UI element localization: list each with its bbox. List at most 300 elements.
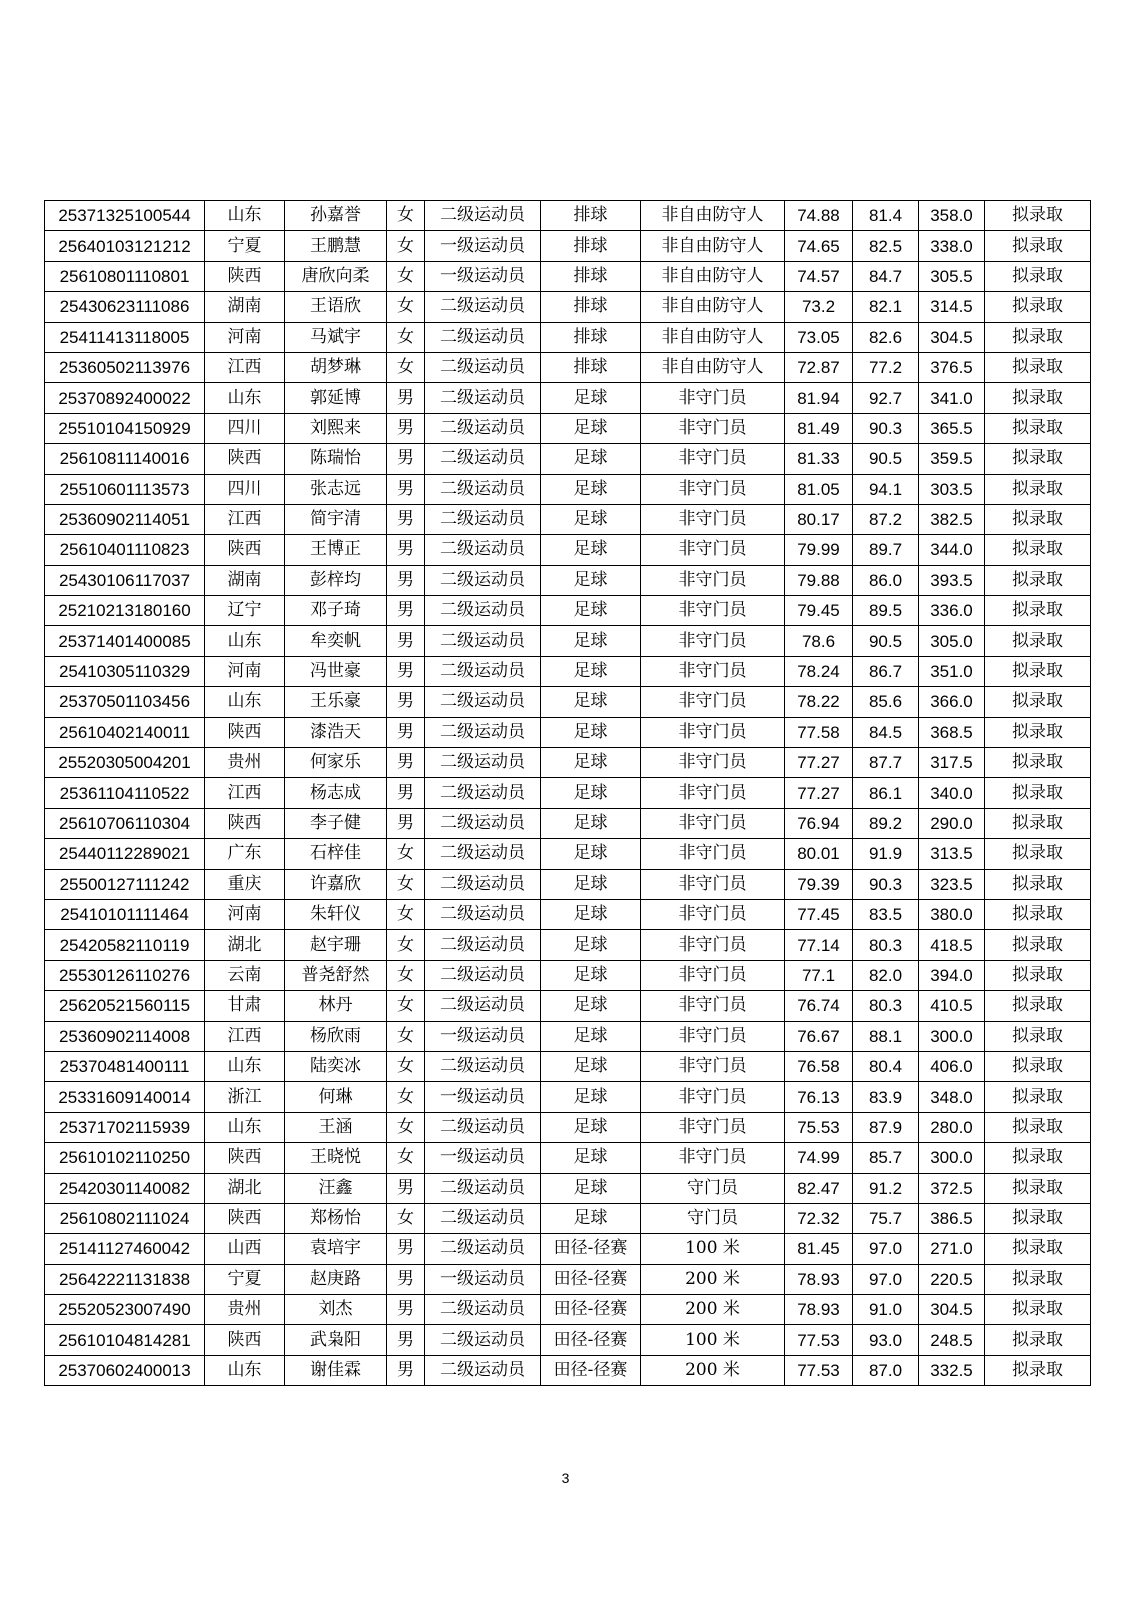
- event-cell: 非守门员: [641, 1082, 785, 1112]
- exam-score-cell: 314.5: [919, 292, 985, 322]
- province-cell: 山西: [205, 1234, 285, 1264]
- score-cell: 82.47: [785, 1173, 853, 1203]
- athlete-level-cell: 二级运动员: [425, 383, 541, 413]
- exam-score-cell: 382.5: [919, 504, 985, 534]
- province-cell: 贵州: [205, 1295, 285, 1325]
- test-score-cell: 87.2: [853, 504, 919, 534]
- event-cell: 非自由防守人: [641, 352, 785, 382]
- table-row: [45, 991, 1091, 1021]
- table-row: [45, 474, 1091, 504]
- sport-cell: 足球: [541, 474, 641, 504]
- status-cell: 拟录取: [985, 383, 1091, 413]
- name-cell: 马斌宇: [285, 322, 387, 352]
- exam-id-cell: 25430623111086: [45, 292, 205, 322]
- score-cell: 76.58: [785, 1051, 853, 1081]
- test-score-cell: 82.0: [853, 960, 919, 990]
- table-row: [45, 808, 1091, 838]
- athlete-level-cell: 二级运动员: [425, 687, 541, 717]
- province-cell: 湖南: [205, 292, 285, 322]
- table-row: [45, 748, 1091, 778]
- score-cell: 77.58: [785, 717, 853, 747]
- event-cell: 非守门员: [641, 656, 785, 686]
- name-cell: 郭延博: [285, 383, 387, 413]
- table-row: [45, 1203, 1091, 1233]
- exam-id-cell: 25370892400022: [45, 383, 205, 413]
- status-cell: 拟录取: [985, 1203, 1091, 1233]
- status-cell: 拟录取: [985, 261, 1091, 291]
- exam-score-cell: 220.5: [919, 1264, 985, 1294]
- table-row: [45, 352, 1091, 382]
- status-cell: 拟录取: [985, 748, 1091, 778]
- exam-id-cell: 25420582110119: [45, 930, 205, 960]
- exam-id-cell: 25510104150929: [45, 413, 205, 443]
- name-cell: 石梓佳: [285, 839, 387, 869]
- exam-id-cell: 25440112289021: [45, 839, 205, 869]
- table-row: [45, 1051, 1091, 1081]
- exam-score-cell: 332.5: [919, 1355, 985, 1385]
- status-cell: 拟录取: [985, 687, 1091, 717]
- test-score-cell: 87.9: [853, 1112, 919, 1142]
- gender-cell: 女: [387, 991, 425, 1021]
- test-score-cell: 80.4: [853, 1051, 919, 1081]
- exam-id-cell: 25500127111242: [45, 869, 205, 899]
- athlete-level-cell: 二级运动员: [425, 1203, 541, 1233]
- score-cell: 76.94: [785, 808, 853, 838]
- table-row: [45, 383, 1091, 413]
- test-score-cell: 91.0: [853, 1295, 919, 1325]
- event-cell: 非守门员: [641, 1021, 785, 1051]
- exam-score-cell: 300.0: [919, 1143, 985, 1173]
- name-cell: 普尧舒然: [285, 960, 387, 990]
- name-cell: 漆浩天: [285, 717, 387, 747]
- gender-cell: 男: [387, 1264, 425, 1294]
- province-cell: 湖北: [205, 1173, 285, 1203]
- name-cell: 赵庚路: [285, 1264, 387, 1294]
- sport-cell: 足球: [541, 413, 641, 443]
- exam-id-cell: 25610102110250: [45, 1143, 205, 1173]
- table-row: [45, 1355, 1091, 1385]
- athlete-level-cell: 二级运动员: [425, 1355, 541, 1385]
- name-cell: 王涵: [285, 1112, 387, 1142]
- gender-cell: 男: [387, 504, 425, 534]
- status-cell: 拟录取: [985, 474, 1091, 504]
- test-score-cell: 97.0: [853, 1234, 919, 1264]
- sport-cell: 足球: [541, 535, 641, 565]
- gender-cell: 男: [387, 808, 425, 838]
- event-cell: 非自由防守人: [641, 201, 785, 231]
- admission-table: [44, 200, 1091, 1386]
- name-cell: 孙嘉誉: [285, 201, 387, 231]
- gender-cell: 女: [387, 839, 425, 869]
- exam-score-cell: 280.0: [919, 1112, 985, 1142]
- athlete-level-cell: 一级运动员: [425, 1143, 541, 1173]
- athlete-level-cell: 二级运动员: [425, 626, 541, 656]
- exam-id-cell: 25640103121212: [45, 231, 205, 261]
- exam-id-cell: 25620521560115: [45, 991, 205, 1021]
- exam-id-cell: 25411413118005: [45, 322, 205, 352]
- table-row: [45, 656, 1091, 686]
- status-cell: 拟录取: [985, 231, 1091, 261]
- exam-id-cell: 25360902114008: [45, 1021, 205, 1051]
- province-cell: 山东: [205, 1355, 285, 1385]
- score-cell: 77.14: [785, 930, 853, 960]
- event-cell: 非守门员: [641, 504, 785, 534]
- exam-score-cell: 290.0: [919, 808, 985, 838]
- exam-score-cell: 341.0: [919, 383, 985, 413]
- score-cell: 76.13: [785, 1082, 853, 1112]
- sport-cell: 排球: [541, 231, 641, 261]
- province-cell: 陕西: [205, 1325, 285, 1355]
- exam-score-cell: 338.0: [919, 231, 985, 261]
- test-score-cell: 90.3: [853, 413, 919, 443]
- province-cell: 宁夏: [205, 231, 285, 261]
- sport-cell: 足球: [541, 656, 641, 686]
- status-cell: 拟录取: [985, 413, 1091, 443]
- gender-cell: 男: [387, 535, 425, 565]
- event-cell: 200 米: [641, 1264, 785, 1294]
- gender-cell: 女: [387, 899, 425, 929]
- athlete-level-cell: 二级运动员: [425, 322, 541, 352]
- sport-cell: 排球: [541, 322, 641, 352]
- sport-cell: 足球: [541, 596, 641, 626]
- athlete-level-cell: 二级运动员: [425, 960, 541, 990]
- status-cell: 拟录取: [985, 596, 1091, 626]
- exam-score-cell: 366.0: [919, 687, 985, 717]
- sport-cell: 足球: [541, 1021, 641, 1051]
- gender-cell: 女: [387, 201, 425, 231]
- province-cell: 陕西: [205, 808, 285, 838]
- gender-cell: 女: [387, 1021, 425, 1051]
- exam-id-cell: 25370481400111: [45, 1051, 205, 1081]
- table-row: [45, 1173, 1091, 1203]
- name-cell: 陈瑞怡: [285, 444, 387, 474]
- score-cell: 75.53: [785, 1112, 853, 1142]
- athlete-level-cell: 二级运动员: [425, 1234, 541, 1264]
- event-cell: 非守门员: [641, 808, 785, 838]
- athlete-level-cell: 二级运动员: [425, 656, 541, 686]
- exam-score-cell: 410.5: [919, 991, 985, 1021]
- status-cell: 拟录取: [985, 444, 1091, 474]
- athlete-level-cell: 二级运动员: [425, 1173, 541, 1203]
- exam-score-cell: 351.0: [919, 656, 985, 686]
- score-cell: 77.45: [785, 899, 853, 929]
- event-cell: 非守门员: [641, 626, 785, 656]
- test-score-cell: 75.7: [853, 1203, 919, 1233]
- test-score-cell: 89.5: [853, 596, 919, 626]
- status-cell: 拟录取: [985, 322, 1091, 352]
- table-row: [45, 1325, 1091, 1355]
- province-cell: 云南: [205, 960, 285, 990]
- table-row: [45, 1264, 1091, 1294]
- status-cell: 拟录取: [985, 292, 1091, 322]
- name-cell: 刘熙来: [285, 413, 387, 443]
- province-cell: 陕西: [205, 444, 285, 474]
- exam-id-cell: 25331609140014: [45, 1082, 205, 1112]
- gender-cell: 女: [387, 322, 425, 352]
- exam-score-cell: 317.5: [919, 748, 985, 778]
- sport-cell: 足球: [541, 1112, 641, 1142]
- name-cell: 杨欣雨: [285, 1021, 387, 1051]
- province-cell: 陕西: [205, 535, 285, 565]
- province-cell: 陕西: [205, 717, 285, 747]
- gender-cell: 女: [387, 1112, 425, 1142]
- sport-cell: 田径-径赛: [541, 1295, 641, 1325]
- status-cell: 拟录取: [985, 565, 1091, 595]
- province-cell: 辽宁: [205, 596, 285, 626]
- event-cell: 非守门员: [641, 839, 785, 869]
- province-cell: 山东: [205, 201, 285, 231]
- name-cell: 张志远: [285, 474, 387, 504]
- gender-cell: 男: [387, 383, 425, 413]
- gender-cell: 女: [387, 960, 425, 990]
- exam-score-cell: 348.0: [919, 1082, 985, 1112]
- province-cell: 湖北: [205, 930, 285, 960]
- score-cell: 76.67: [785, 1021, 853, 1051]
- event-cell: 非守门员: [641, 748, 785, 778]
- status-cell: 拟录取: [985, 960, 1091, 990]
- exam-id-cell: 25610402140011: [45, 717, 205, 747]
- event-cell: 非守门员: [641, 383, 785, 413]
- name-cell: 彭梓均: [285, 565, 387, 595]
- sport-cell: 足球: [541, 717, 641, 747]
- event-cell: 非守门员: [641, 930, 785, 960]
- status-cell: 拟录取: [985, 808, 1091, 838]
- athlete-level-cell: 二级运动员: [425, 1112, 541, 1142]
- event-cell: 非守门员: [641, 991, 785, 1021]
- exam-id-cell: 25610401110823: [45, 535, 205, 565]
- test-score-cell: 86.7: [853, 656, 919, 686]
- status-cell: 拟录取: [985, 869, 1091, 899]
- status-cell: 拟录取: [985, 1295, 1091, 1325]
- status-cell: 拟录取: [985, 930, 1091, 960]
- test-score-cell: 83.5: [853, 899, 919, 929]
- score-cell: 77.27: [785, 778, 853, 808]
- sport-cell: 田径-径赛: [541, 1264, 641, 1294]
- name-cell: 汪鑫: [285, 1173, 387, 1203]
- event-cell: 非自由防守人: [641, 261, 785, 291]
- exam-score-cell: 304.5: [919, 1295, 985, 1325]
- province-cell: 江西: [205, 1021, 285, 1051]
- exam-id-cell: 25360902114051: [45, 504, 205, 534]
- score-cell: 79.39: [785, 869, 853, 899]
- province-cell: 江西: [205, 778, 285, 808]
- province-cell: 四川: [205, 474, 285, 504]
- status-cell: 拟录取: [985, 991, 1091, 1021]
- status-cell: 拟录取: [985, 839, 1091, 869]
- table-row: [45, 687, 1091, 717]
- athlete-level-cell: 一级运动员: [425, 1021, 541, 1051]
- test-score-cell: 87.7: [853, 748, 919, 778]
- table-row: [45, 1295, 1091, 1325]
- score-cell: 81.94: [785, 383, 853, 413]
- event-cell: 非守门员: [641, 413, 785, 443]
- athlete-level-cell: 一级运动员: [425, 231, 541, 261]
- exam-id-cell: 25360502113976: [45, 352, 205, 382]
- athlete-level-cell: 一级运动员: [425, 1264, 541, 1294]
- gender-cell: 女: [387, 930, 425, 960]
- sport-cell: 足球: [541, 1143, 641, 1173]
- name-cell: 杨志成: [285, 778, 387, 808]
- name-cell: 郑杨怡: [285, 1203, 387, 1233]
- table-row: [45, 201, 1091, 231]
- exam-score-cell: 323.5: [919, 869, 985, 899]
- score-cell: 80.01: [785, 839, 853, 869]
- gender-cell: 女: [387, 231, 425, 261]
- status-cell: 拟录取: [985, 1143, 1091, 1173]
- table-row: [45, 565, 1091, 595]
- athlete-level-cell: 二级运动员: [425, 504, 541, 534]
- table-row: [45, 413, 1091, 443]
- name-cell: 何家乐: [285, 748, 387, 778]
- test-score-cell: 82.6: [853, 322, 919, 352]
- status-cell: 拟录取: [985, 656, 1091, 686]
- gender-cell: 男: [387, 596, 425, 626]
- status-cell: 拟录取: [985, 1355, 1091, 1385]
- sport-cell: 足球: [541, 808, 641, 838]
- sport-cell: 足球: [541, 930, 641, 960]
- score-cell: 79.88: [785, 565, 853, 595]
- status-cell: 拟录取: [985, 1264, 1091, 1294]
- exam-score-cell: 340.0: [919, 778, 985, 808]
- sport-cell: 排球: [541, 292, 641, 322]
- exam-score-cell: 380.0: [919, 899, 985, 929]
- province-cell: 山东: [205, 626, 285, 656]
- table-row: [45, 930, 1091, 960]
- gender-cell: 男: [387, 778, 425, 808]
- table-row: [45, 1143, 1091, 1173]
- athlete-level-cell: 二级运动员: [425, 596, 541, 626]
- sport-cell: 足球: [541, 626, 641, 656]
- table-row: [45, 960, 1091, 990]
- exam-score-cell: 365.5: [919, 413, 985, 443]
- province-cell: 陕西: [205, 1143, 285, 1173]
- exam-score-cell: 393.5: [919, 565, 985, 595]
- exam-id-cell: 25141127460042: [45, 1234, 205, 1264]
- table-row: [45, 717, 1091, 747]
- province-cell: 浙江: [205, 1082, 285, 1112]
- table-row: [45, 322, 1091, 352]
- gender-cell: 女: [387, 352, 425, 382]
- exam-score-cell: 344.0: [919, 535, 985, 565]
- test-score-cell: 82.1: [853, 292, 919, 322]
- gender-cell: 男: [387, 1173, 425, 1203]
- exam-score-cell: 386.5: [919, 1203, 985, 1233]
- table-row: [45, 1082, 1091, 1112]
- name-cell: 王博正: [285, 535, 387, 565]
- exam-score-cell: 271.0: [919, 1234, 985, 1264]
- score-cell: 78.93: [785, 1295, 853, 1325]
- sport-cell: 足球: [541, 565, 641, 595]
- event-cell: 非自由防守人: [641, 322, 785, 352]
- table-row: [45, 535, 1091, 565]
- exam-id-cell: 25420301140082: [45, 1173, 205, 1203]
- test-score-cell: 84.7: [853, 261, 919, 291]
- exam-id-cell: 25361104110522: [45, 778, 205, 808]
- score-cell: 79.45: [785, 596, 853, 626]
- gender-cell: 男: [387, 1295, 425, 1325]
- score-cell: 74.99: [785, 1143, 853, 1173]
- event-cell: 非守门员: [641, 869, 785, 899]
- status-cell: 拟录取: [985, 1082, 1091, 1112]
- name-cell: 王乐豪: [285, 687, 387, 717]
- test-score-cell: 81.4: [853, 201, 919, 231]
- athlete-level-cell: 二级运动员: [425, 869, 541, 899]
- gender-cell: 男: [387, 656, 425, 686]
- test-score-cell: 80.3: [853, 991, 919, 1021]
- gender-cell: 女: [387, 1203, 425, 1233]
- status-cell: 拟录取: [985, 1051, 1091, 1081]
- table-row: [45, 261, 1091, 291]
- sport-cell: 足球: [541, 778, 641, 808]
- test-score-cell: 83.9: [853, 1082, 919, 1112]
- score-cell: 74.57: [785, 261, 853, 291]
- sport-cell: 排球: [541, 352, 641, 382]
- status-cell: 拟录取: [985, 1112, 1091, 1142]
- score-cell: 74.65: [785, 231, 853, 261]
- event-cell: 非守门员: [641, 1112, 785, 1142]
- name-cell: 赵宇珊: [285, 930, 387, 960]
- gender-cell: 男: [387, 444, 425, 474]
- sport-cell: 足球: [541, 1173, 641, 1203]
- sport-cell: 足球: [541, 839, 641, 869]
- status-cell: 拟录取: [985, 717, 1091, 747]
- event-cell: 200 米: [641, 1295, 785, 1325]
- athlete-level-cell: 二级运动员: [425, 778, 541, 808]
- athlete-level-cell: 一级运动员: [425, 261, 541, 291]
- athlete-level-cell: 二级运动员: [425, 474, 541, 504]
- test-score-cell: 91.9: [853, 839, 919, 869]
- test-score-cell: 90.3: [853, 869, 919, 899]
- gender-cell: 男: [387, 474, 425, 504]
- gender-cell: 男: [387, 565, 425, 595]
- score-cell: 78.22: [785, 687, 853, 717]
- name-cell: 邓子琦: [285, 596, 387, 626]
- exam-id-cell: 25610802111024: [45, 1203, 205, 1233]
- province-cell: 江西: [205, 504, 285, 534]
- name-cell: 王鹏慧: [285, 231, 387, 261]
- name-cell: 王晓悦: [285, 1143, 387, 1173]
- score-cell: 74.88: [785, 201, 853, 231]
- status-cell: 拟录取: [985, 201, 1091, 231]
- athlete-level-cell: 二级运动员: [425, 413, 541, 443]
- score-cell: 79.99: [785, 535, 853, 565]
- gender-cell: 男: [387, 1234, 425, 1264]
- event-cell: 非自由防守人: [641, 292, 785, 322]
- athlete-level-cell: 二级运动员: [425, 1325, 541, 1355]
- athlete-level-cell: 二级运动员: [425, 717, 541, 747]
- event-cell: 非守门员: [641, 778, 785, 808]
- status-cell: 拟录取: [985, 899, 1091, 929]
- sport-cell: 足球: [541, 899, 641, 929]
- status-cell: 拟录取: [985, 626, 1091, 656]
- test-score-cell: 82.5: [853, 231, 919, 261]
- athlete-level-cell: 二级运动员: [425, 839, 541, 869]
- name-cell: 武枭阳: [285, 1325, 387, 1355]
- exam-score-cell: 336.0: [919, 596, 985, 626]
- gender-cell: 女: [387, 261, 425, 291]
- table-row: [45, 869, 1091, 899]
- sport-cell: 足球: [541, 504, 641, 534]
- event-cell: 非守门员: [641, 687, 785, 717]
- gender-cell: 男: [387, 687, 425, 717]
- status-cell: 拟录取: [985, 352, 1091, 382]
- name-cell: 许嘉欣: [285, 869, 387, 899]
- athlete-level-cell: 二级运动员: [425, 292, 541, 322]
- province-cell: 宁夏: [205, 1264, 285, 1294]
- score-cell: 78.93: [785, 1264, 853, 1294]
- exam-id-cell: 25210213180160: [45, 596, 205, 626]
- event-cell: 非守门员: [641, 1143, 785, 1173]
